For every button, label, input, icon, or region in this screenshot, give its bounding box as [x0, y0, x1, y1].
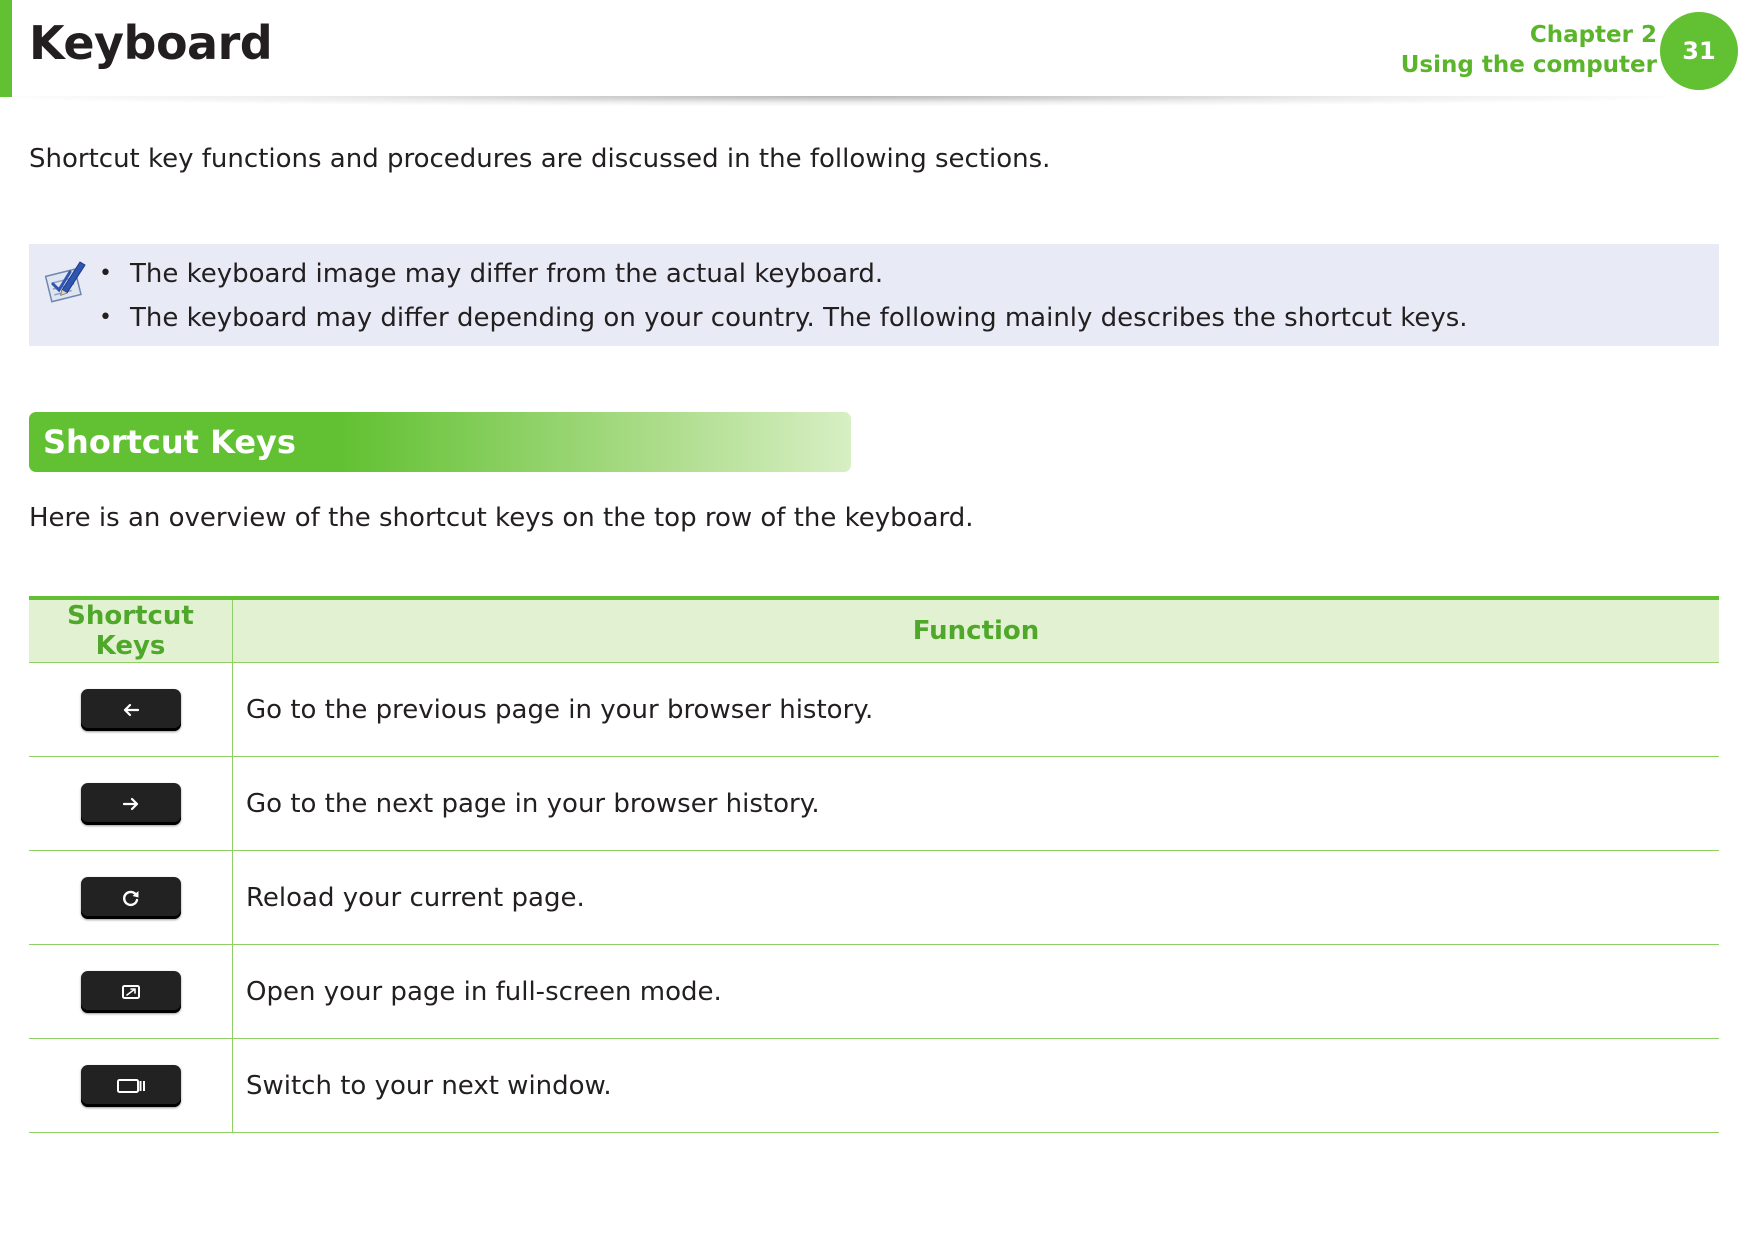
left-accent-bar — [0, 0, 12, 97]
back-key — [81, 689, 181, 731]
key-cell — [29, 1039, 233, 1133]
bullet: • — [99, 261, 112, 286]
function-cell: Go to the previous page in your browser history. — [233, 663, 1720, 757]
header-function: Function — [233, 598, 1720, 663]
table-row — [29, 851, 1719, 945]
page-title: Keyboard — [29, 16, 273, 70]
header-shortcut-keys: Shortcut Keys — [29, 598, 233, 663]
page-number-badge: 31 — [1660, 12, 1738, 90]
function-cell: Switch to your next window. — [233, 1039, 1720, 1133]
table-header-row — [29, 598, 1719, 663]
forward-key — [81, 783, 181, 825]
note-box — [29, 244, 1719, 346]
forward-arrow-icon — [121, 796, 141, 812]
table-row — [29, 1039, 1719, 1133]
key-cell — [29, 945, 233, 1039]
reload-key — [81, 877, 181, 919]
function-cell: Reload your current page. — [233, 851, 1720, 945]
fullscreen-icon — [121, 984, 141, 1000]
note-pencil-icon — [40, 258, 90, 306]
fullscreen-key — [81, 971, 181, 1013]
key-cell — [29, 851, 233, 945]
back-arrow-icon — [121, 702, 141, 718]
chapter-info — [1401, 20, 1657, 80]
note-list — [99, 252, 1468, 340]
intro-text: Shortcut key functions and procedures are discussed in the following sections. — [29, 144, 1051, 174]
next-window-key — [81, 1065, 181, 1107]
next-window-icon — [116, 1078, 146, 1094]
key-cell — [29, 663, 233, 757]
section-header — [29, 412, 851, 472]
section-title: Shortcut Keys — [43, 423, 296, 461]
key-cell — [29, 757, 233, 851]
note-item: • The keyboard image may differ from the actual keyboard. — [99, 252, 1468, 296]
function-cell: Go to the next page in your browser history. — [233, 757, 1720, 851]
table-row — [29, 945, 1719, 1039]
function-cell: Open your page in full-screen mode. — [233, 945, 1720, 1039]
chapter-label: Chapter 2 — [1529, 22, 1657, 48]
reload-icon — [121, 888, 141, 908]
note-item: • The keyboard may differ depending on your country. The following mainly describes the shortcut keys. — [99, 296, 1468, 340]
bullet: • — [99, 305, 112, 330]
overview-text: Here is an overview of the shortcut keys on the top row of the keyboard. — [29, 503, 974, 533]
shortcut-table — [29, 596, 1719, 1133]
chapter-subtitle: Using the computer — [1400, 52, 1657, 78]
table-row — [29, 757, 1719, 851]
table-row — [29, 663, 1719, 757]
header-divider — [14, 96, 1664, 106]
